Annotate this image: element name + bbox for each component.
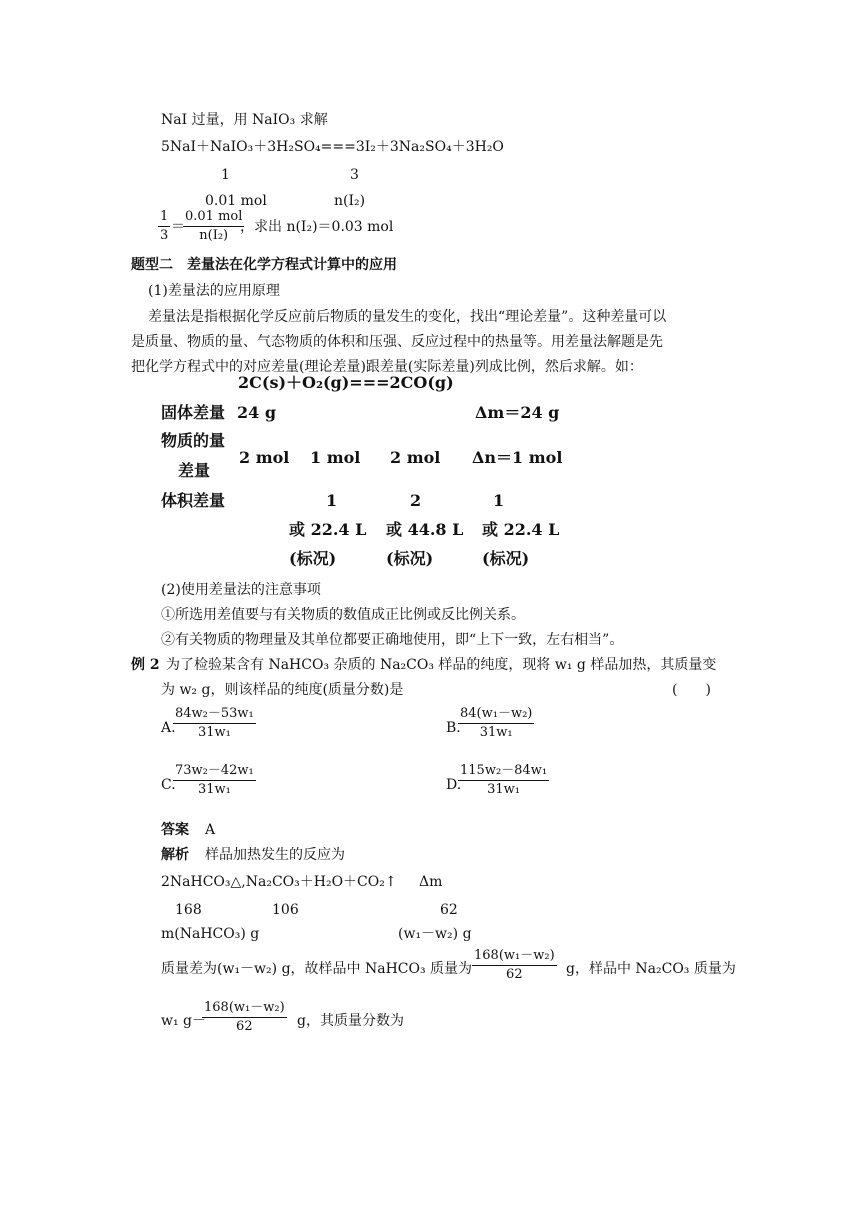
text-line: NaI 过量，用 NaIO₃ 求解 <box>161 112 328 128</box>
reaction-equation: 2NaHCO₃△,Na₂CO₃＋H₂O＋CO₂↑ <box>161 874 397 890</box>
delta-m: Δm <box>419 874 443 890</box>
molar-mass: 168 <box>175 902 202 918</box>
amount: 0.01 mol <box>205 193 267 209</box>
answer-value: A <box>205 822 216 838</box>
fraction <box>158 209 170 244</box>
option-letter: A. <box>161 720 176 736</box>
table-cell: 或 44.8 L <box>386 520 464 539</box>
table-cell: 2 mol <box>239 448 290 467</box>
table-cell: Δn＝1 mol <box>472 448 563 467</box>
table-cell: 1 mol <box>310 448 361 467</box>
note: ②有关物质的物理量及其单位都要正确地使用，即“上下一致，左右相当”。 <box>161 632 624 648</box>
fraction-denominator: n(I₂) <box>199 228 229 243</box>
table-cell: (标况) <box>289 549 337 568</box>
option-letter: C. <box>161 777 176 793</box>
subheading: (1)差量法的应用原理 <box>148 283 280 299</box>
fraction-denominator: 62 <box>236 1019 253 1034</box>
fraction-numerator: 84w₂－53w₁ <box>173 706 256 724</box>
paragraph-line: 把化学方程式中的对应差量(理论差量)跟差量(实际差量)列成比例，然后求解。如： <box>131 359 643 375</box>
option-b-fraction <box>458 706 534 741</box>
section-title: 题型二 差量法在化学方程式计算中的应用 <box>131 257 397 273</box>
answer-bracket: ( ) <box>672 682 711 698</box>
table-cell: 1 <box>326 491 338 510</box>
fraction-denominator: 31w₁ <box>487 782 520 797</box>
table-cell: (标况) <box>482 549 530 568</box>
mass-label: (w₁－w₂) g <box>398 926 472 942</box>
paragraph-line: 差量法是指根据化学反应前后物质的量发生的变化，找出“理论差量”。这种差量可以 <box>148 309 667 325</box>
fraction-numerator: 168(w₁－w₂) <box>202 1000 287 1018</box>
table-row-label: 体积差量 <box>161 491 226 510</box>
answer-label: 答案 <box>161 822 189 838</box>
molar-mass: 62 <box>440 902 458 918</box>
table-cell: 1 <box>493 491 505 510</box>
table-cell: 或 22.4 L <box>482 520 560 539</box>
fraction-denominator: 31w₁ <box>197 782 231 797</box>
table-row-label: 物质的量 <box>161 431 226 450</box>
option-d-fraction <box>458 763 549 798</box>
fraction <box>202 1000 287 1035</box>
table-cell: 2 <box>410 491 422 510</box>
question-line: 为了检验某含有 NaHCO₃ 杂质的 Na₂CO₃ 样品的纯度，现将 w₁ g 样品加热，其质量变 <box>166 657 717 673</box>
fraction-numerator: 168(w₁－w₂) <box>472 948 557 966</box>
fraction-denominator: 62 <box>506 967 523 982</box>
option-letter: B. <box>446 720 461 736</box>
equation: 5NaI＋NaIO₃＋3H₂SO₄===3I₂＋3Na₂SO₄＋3H₂O <box>161 139 504 155</box>
fraction-numerator: 73w₂－42w₁ <box>173 763 256 781</box>
fraction-denominator: 3 <box>160 228 169 243</box>
fraction-numerator: 0.01 mol <box>183 209 244 227</box>
analysis-line: g，样品中 Na₂CO₃ 质量为 <box>566 961 736 977</box>
table-cell: 或 22.4 L <box>289 520 367 539</box>
table-row-label: 固体差量 <box>161 403 226 422</box>
analysis-line: 质量差为(w₁－w₂) g，故样品中 NaHCO₃ 质量为 <box>161 961 473 977</box>
analysis-line: w₁ g－ <box>161 1013 207 1029</box>
table-row-label: 差量 <box>178 461 211 480</box>
analysis-label: 解析 <box>161 847 189 863</box>
paragraph-line: 是质量、物质的量、气态物质的体积和压强、反应过程中的热量等。用差量法解题是先 <box>131 334 663 350</box>
question-line: 为 w₂ g，则该样品的纯度(质量分数)是 <box>161 682 404 698</box>
mass-label: m(NaHCO₃) g <box>161 926 260 942</box>
table-cell: 2 mol <box>390 448 441 467</box>
analysis-line: g，其质量分数为 <box>297 1013 404 1029</box>
text-line: ，求出 n(I₂)＝0.03 mol <box>240 219 394 235</box>
example-label: 例 2 <box>131 657 160 673</box>
note: ①所选用差值要与有关物质的数值成正比例或反比例关系。 <box>161 607 525 623</box>
fraction <box>183 209 244 244</box>
fraction-denominator: 31w₁ <box>479 725 513 740</box>
coefficient: 1 <box>221 167 230 183</box>
equation: 2C(s)＋O₂(g)===2CO(g) <box>238 373 454 392</box>
subheading: (2)使用差量法的注意事项 <box>161 582 321 598</box>
table-cell: 24 g <box>237 403 277 422</box>
option-letter: D. <box>446 777 462 793</box>
fraction-numerator: 1 <box>158 209 170 227</box>
fraction-numerator: 84(w₁－w₂) <box>458 706 534 724</box>
fraction-numerator: 115w₂－84w₁ <box>458 763 549 781</box>
table-cell: Δm＝24 g <box>475 403 560 422</box>
analysis-text: 样品加热发生的反应为 <box>205 847 345 863</box>
table-cell: (标况) <box>386 549 434 568</box>
amount: n(I₂) <box>334 193 366 209</box>
coefficient: 3 <box>350 167 359 183</box>
option-c-fraction <box>173 763 256 798</box>
molar-mass: 106 <box>272 902 299 918</box>
fraction-denominator: 31w₁ <box>197 725 231 740</box>
fraction <box>472 948 557 983</box>
option-a-fraction <box>173 706 256 741</box>
equals-sign: ＝ <box>171 219 185 235</box>
